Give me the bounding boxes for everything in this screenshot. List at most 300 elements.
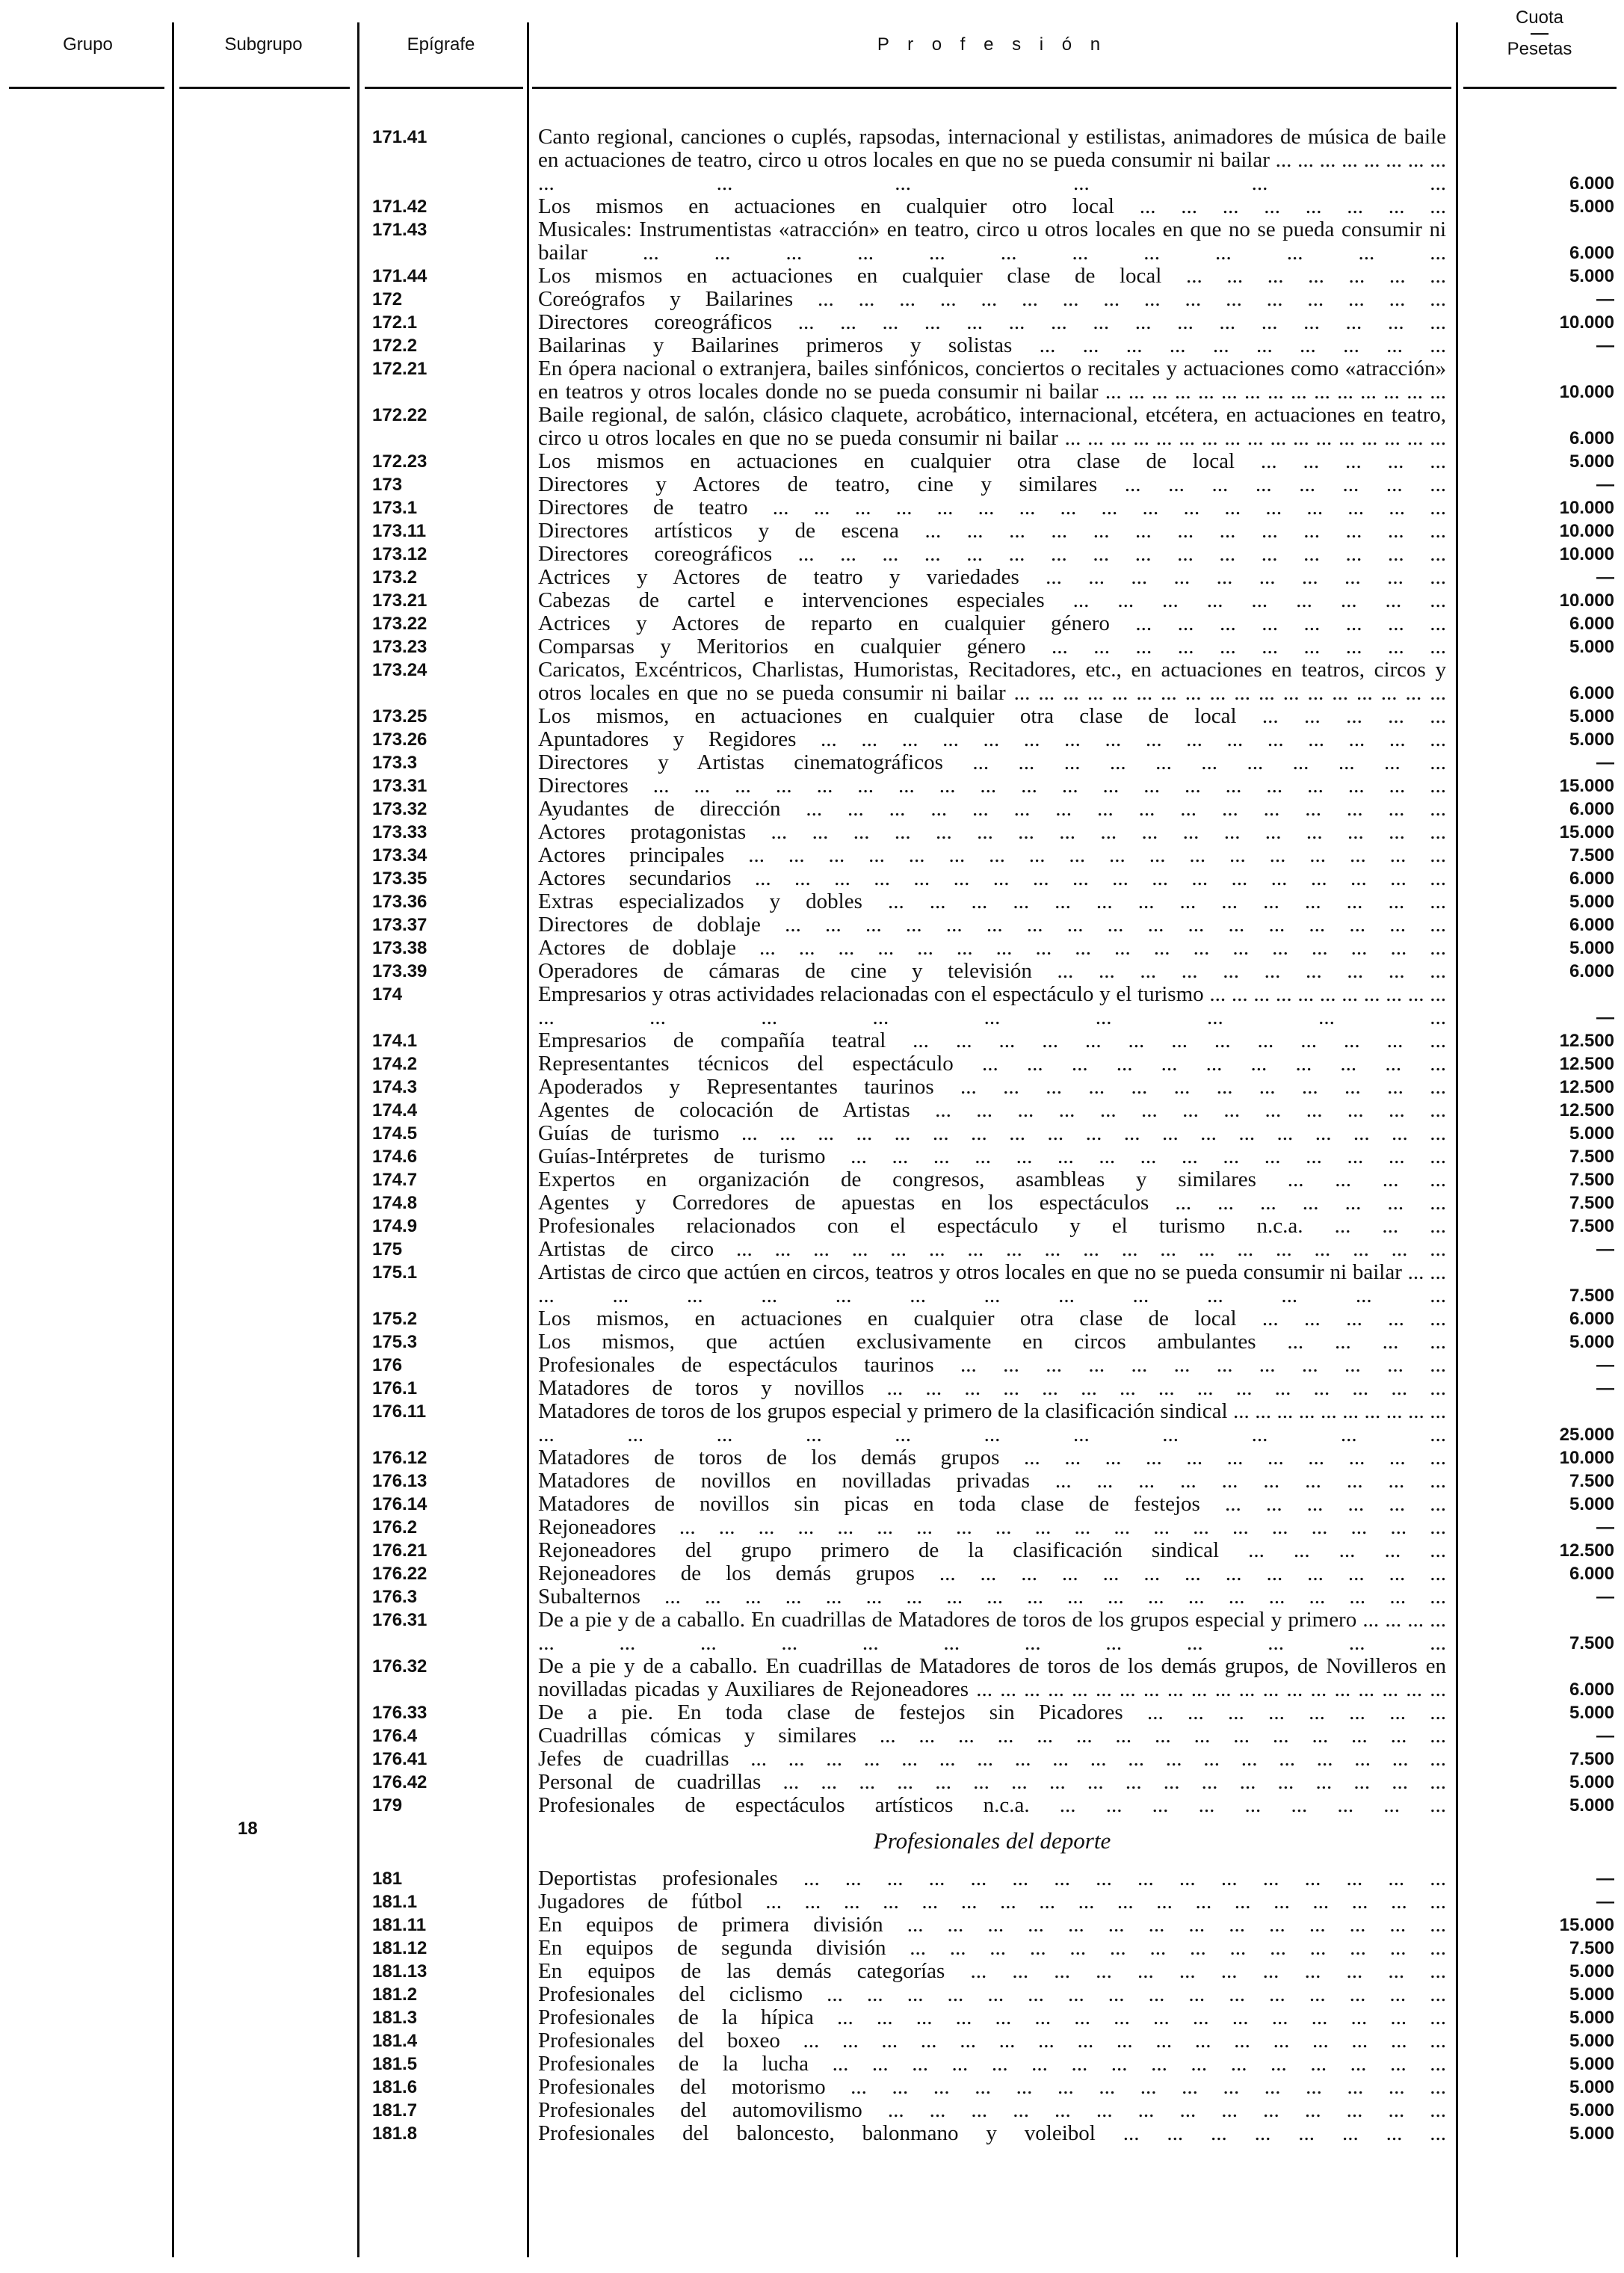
profession-description bbox=[538, 2053, 1446, 2076]
profession-description bbox=[538, 983, 1446, 1029]
profession-text: Jugadores de fútbol ... ... ... ... ... ... ... ... ... ... ... ... ... ... ... ... ... ... bbox=[538, 1890, 1446, 1913]
table-row bbox=[0, 1168, 1624, 1191]
profession-text: Profesionales del baloncesto, balonmano y voleibol ... ... ... ... ... ... ... ... bbox=[538, 2121, 1446, 2145]
profession-text: Cuadrillas cómicas y similares ... ... ... ... ... ... ... ... ... ... ... ... ... ... ... bbox=[538, 1724, 1446, 1748]
profession-text: Directores y Actores de teatro, cine y similares ... ... ... ... ... ... ... ... bbox=[538, 472, 1446, 496]
table-row bbox=[0, 2053, 1624, 2076]
cuota-value: 5.000 bbox=[1569, 197, 1614, 217]
profession-description bbox=[538, 2006, 1446, 2029]
cuota-value: — bbox=[1596, 475, 1614, 495]
profession-text: Profesionales de la hípica ... ... ... ... ... ... ... ... ... ... ... ... ... ... ... ... bbox=[538, 2005, 1446, 2029]
epigrafe-code: 173.23 bbox=[372, 637, 427, 657]
profession-text: Directores coreográficos ... ... ... ... ... ... ... ... ... ... ... ... ... ... ... ... bbox=[538, 310, 1446, 334]
profession-text: Profesionales del boxeo ... ... ... ... ... ... ... ... ... ... ... ... ... ... ... ... ... bbox=[538, 2029, 1446, 2053]
profession-text: Rejoneadores de los demás grupos ... ... ... ... ... ... ... ... ... ... ... ... ... bbox=[538, 1561, 1446, 1585]
table-row bbox=[0, 2122, 1624, 2145]
profession-text: Agentes de colocación de Artistas ... ... ... ... ... ... ... ... ... ... ... ... ... bbox=[538, 1098, 1446, 1122]
profession-text: Artistas de circo ... ... ... ... ... ... ... ... ... ... ... ... ... ... ... ... ... ... ... bbox=[538, 1237, 1446, 1261]
profession-description bbox=[538, 728, 1446, 751]
profession-description bbox=[538, 821, 1446, 844]
cuota-value: 6.000 bbox=[1569, 915, 1614, 935]
epigrafe-code: 181.1 bbox=[372, 1892, 418, 1912]
table-row bbox=[0, 496, 1624, 519]
cuota-value: 5.000 bbox=[1569, 1961, 1614, 1981]
table-row bbox=[0, 2006, 1624, 2029]
table-row bbox=[0, 311, 1624, 334]
epigrafe-code: 174 bbox=[372, 984, 403, 1005]
profession-description bbox=[538, 1238, 1446, 1261]
profession-description bbox=[538, 288, 1446, 311]
cuota-value: — bbox=[1596, 1726, 1614, 1746]
cuota-value: 5.000 bbox=[1569, 1332, 1614, 1352]
profession-text: Coreógrafos y Bailarines ... ... ... ... ... ... ... ... ... ... ... ... ... ... ... ... bbox=[538, 287, 1446, 311]
table-row bbox=[0, 1238, 1624, 1261]
epigrafe-code: 179 bbox=[372, 1795, 403, 1816]
table-row bbox=[0, 589, 1624, 612]
epigrafe-code: 173.24 bbox=[372, 660, 427, 680]
cuota-value: 6.000 bbox=[1569, 869, 1614, 889]
epigrafe-code: 176.12 bbox=[372, 1448, 427, 1468]
profession-text: Representantes técnicos del espectáculo ... ... ... ... ... ... ... ... ... ... ... bbox=[538, 1052, 1446, 1076]
cuota-value: 25.000 bbox=[1559, 1425, 1614, 1445]
profession-text: En equipos de segunda división ... ... ... ... ... ... ... ... ... ... ... ... ... ... bbox=[538, 1936, 1446, 1960]
table-row bbox=[0, 1145, 1624, 1168]
cuota-value: 5.000 bbox=[1569, 2054, 1614, 2074]
epigrafe-code: 173.31 bbox=[372, 776, 427, 796]
table-row bbox=[0, 728, 1624, 751]
epigrafe-code: 181.13 bbox=[372, 1961, 427, 1981]
profession-text: Musicales: Instrumentistas «atracción» en teatro, circo u otros locales en que no se pueda consumir ni bailar ... ... ... ... ... ... ... ... ... ... ... ... bbox=[538, 218, 1446, 265]
cuota-value: — bbox=[1596, 289, 1614, 309]
table-row bbox=[0, 751, 1624, 774]
header-pesetas-label: Pesetas bbox=[1507, 39, 1572, 59]
cuota-value: 12.500 bbox=[1559, 1077, 1614, 1097]
table-row bbox=[0, 1029, 1624, 1052]
cuota-value: 10.000 bbox=[1559, 382, 1614, 402]
cuota-value: 7.500 bbox=[1569, 1749, 1614, 1769]
epigrafe-code: 176.33 bbox=[372, 1703, 427, 1723]
profession-description bbox=[538, 1052, 1446, 1076]
profession-description bbox=[538, 1937, 1446, 1960]
epigrafe-code: 173.35 bbox=[372, 869, 427, 889]
profession-description bbox=[538, 265, 1446, 288]
epigrafe-code: 173.38 bbox=[372, 938, 427, 958]
header-profesion: P r o f e s i ó n bbox=[877, 34, 1108, 55]
profession-description bbox=[538, 1122, 1446, 1145]
profession-description bbox=[538, 1516, 1446, 1539]
profession-description bbox=[538, 635, 1446, 659]
epigrafe-code: 181.7 bbox=[372, 2100, 418, 2121]
table-row bbox=[0, 1937, 1624, 1960]
profession-text: Baile regional, de salón, clásico claquete, acrobático, internacional, etcétera, en actuaciones en teatro, circo u otros locales en que no se pueda consumir ni bailar ... ... ... ... ... ... ... ... ... ... ... ... ... ... ... ... ... bbox=[538, 403, 1446, 450]
section-heading-row bbox=[0, 1817, 1624, 1867]
cuota-value: 6.000 bbox=[1569, 243, 1614, 263]
cuota-value: 5.000 bbox=[1569, 2100, 1614, 2121]
epigrafe-code: 181.2 bbox=[372, 1984, 418, 2005]
profession-text: Directores coreográficos ... ... ... ... ... ... ... ... ... ... ... ... ... ... ... ... bbox=[538, 542, 1446, 566]
table-row bbox=[0, 566, 1624, 589]
profession-description bbox=[538, 496, 1446, 519]
profession-description bbox=[538, 1307, 1446, 1330]
epigrafe-code: 173.2 bbox=[372, 567, 418, 587]
profession-description bbox=[538, 612, 1446, 635]
cuota-value: 5.000 bbox=[1569, 1984, 1614, 2005]
table-row bbox=[0, 1516, 1624, 1539]
table-row bbox=[0, 2076, 1624, 2099]
epigrafe-code: 176.1 bbox=[372, 1378, 418, 1398]
table-row bbox=[0, 2029, 1624, 2053]
profession-description bbox=[538, 751, 1446, 774]
profession-text: Actores protagonistas ... ... ... ... ... ... ... ... ... ... ... ... ... ... ... ... ... bbox=[538, 820, 1446, 844]
cuota-value: 6.000 bbox=[1569, 1680, 1614, 1700]
epigrafe-code: 173.39 bbox=[372, 961, 427, 981]
table-row bbox=[0, 844, 1624, 867]
cuota-value: 12.500 bbox=[1559, 1054, 1614, 1074]
epigrafe-code: 172.23 bbox=[372, 451, 427, 472]
table-row bbox=[0, 1493, 1624, 1516]
profession-text: Agentes y Corredores de apuestas en los espectáculos ... ... ... ... ... ... ... bbox=[538, 1191, 1446, 1215]
profession-text: Matadores de toros de los grupos especial y primero de la clasificación sindical ... ... ... ... ... ... ... ... ... ... ... ... ... ... ... ... ... ... ... ... ... bbox=[538, 1399, 1446, 1446]
table-row bbox=[0, 2099, 1624, 2122]
epigrafe-code: 172 bbox=[372, 289, 403, 309]
cuota-value: 15.000 bbox=[1559, 1915, 1614, 1935]
table-row bbox=[0, 1771, 1624, 1794]
epigrafe-code: 176.2 bbox=[372, 1517, 418, 1538]
epigrafe-code: 173.37 bbox=[372, 915, 427, 935]
cuota-value: 7.500 bbox=[1569, 1193, 1614, 1213]
cuota-value: — bbox=[1596, 753, 1614, 773]
profession-text: De a pie y de a caballo. En cuadrillas de Matadores de toros de los demás grupos, de Novilleros en novilladas picadas y Auxiliares de Rejoneadores ... ... ... ... ... ... ... ... ... ... ... ... ... ... ... ... ... ... ... ... bbox=[538, 1654, 1446, 1701]
profession-text: Directores artísticos y de escena ... ... ... ... ... ... ... ... ... ... ... ... ... bbox=[538, 519, 1446, 543]
epigrafe-code: 173.3 bbox=[372, 753, 418, 773]
cuota-value: 5.000 bbox=[1569, 1795, 1614, 1816]
profession-text: Expertos en organización de congresos, asambleas y similares ... ... ... ... bbox=[538, 1168, 1446, 1191]
header-cuota-dash: — bbox=[1531, 23, 1549, 43]
profession-text: Los mismos en actuaciones en cualquier clase de local ... ... ... ... ... ... ... bbox=[538, 264, 1446, 288]
epigrafe-code: 176.3 bbox=[372, 1587, 418, 1607]
cuota-value: 7.500 bbox=[1569, 1471, 1614, 1491]
profession-text: Los mismos, en actuaciones en cualquier otra clase de local ... ... ... ... ... bbox=[538, 1307, 1446, 1330]
header-rule-profesion bbox=[532, 87, 1451, 89]
cuota-value: 12.500 bbox=[1559, 1540, 1614, 1561]
table-row bbox=[0, 821, 1624, 844]
epigrafe-code: 181.12 bbox=[372, 1938, 427, 1958]
cuota-value: 5.000 bbox=[1569, 938, 1614, 958]
profession-description bbox=[538, 311, 1446, 334]
cuota-value: — bbox=[1596, 1355, 1614, 1375]
cuota-value: 7.500 bbox=[1569, 1633, 1614, 1653]
cuota-value: 5.000 bbox=[1569, 266, 1614, 286]
table-row bbox=[0, 1539, 1624, 1562]
profession-text: Actores principales ... ... ... ... ... ... ... ... ... ... ... ... ... ... ... ... ... ... bbox=[538, 843, 1446, 867]
epigrafe-code: 173.25 bbox=[372, 706, 427, 727]
profession-text: Matadores de toros y novillos ... ... ... ... ... ... ... ... ... ... ... ... ... ... ... bbox=[538, 1376, 1446, 1400]
profession-description bbox=[538, 1771, 1446, 1794]
table-row bbox=[0, 126, 1624, 195]
profession-description bbox=[538, 1585, 1446, 1609]
profession-description bbox=[538, 1261, 1446, 1307]
profession-description bbox=[538, 195, 1446, 218]
epigrafe-code: 174.4 bbox=[372, 1100, 418, 1120]
profession-text: Deportistas profesionales ... ... ... ... ... ... ... ... ... ... ... ... ... ... ... ... bbox=[538, 1866, 1446, 1890]
table-row bbox=[0, 1867, 1624, 1890]
epigrafe-code: 174.9 bbox=[372, 1216, 418, 1236]
profession-description bbox=[538, 1377, 1446, 1400]
epigrafe-code: 173.26 bbox=[372, 730, 427, 750]
epigrafe-code: 173.36 bbox=[372, 892, 427, 912]
epigrafe-code: 176.22 bbox=[372, 1564, 427, 1584]
table-row bbox=[0, 867, 1624, 890]
table-row bbox=[0, 635, 1624, 659]
profession-text: Canto regional, canciones o cuplés, rapsodas, internacional y estilistas, animadores de música de baile en actuaciones de teatro, circo u otros locales en que no se pueda consumir ni bailar ... ... ... ... ... ... ... ... ... ... ... ... ... ... bbox=[538, 125, 1446, 195]
table-row bbox=[0, 1960, 1624, 1983]
profession-description bbox=[538, 1701, 1446, 1724]
section-title: Profesionales del deporte bbox=[873, 1828, 1111, 1854]
cuota-value: 6.000 bbox=[1569, 428, 1614, 448]
profession-description bbox=[538, 218, 1446, 265]
profession-text: Bailarinas y Bailarines primeros y solistas ... ... ... ... ... ... ... ... ... ... bbox=[538, 333, 1446, 357]
profession-text: Personal de cuadrillas ... ... ... ... ... ... ... ... ... ... ... ... ... ... ... ... ... ... bbox=[538, 1770, 1446, 1794]
epigrafe-code: 173.11 bbox=[372, 521, 427, 541]
cuota-value: 6.000 bbox=[1569, 1564, 1614, 1584]
profession-description bbox=[538, 1469, 1446, 1493]
epigrafe-code: 174.7 bbox=[372, 1170, 418, 1190]
profession-description bbox=[538, 1354, 1446, 1377]
table-row bbox=[0, 1724, 1624, 1748]
profession-text: Los mismos en actuaciones en cualquier otra clase de local ... ... ... ... ... bbox=[538, 449, 1446, 473]
profession-description bbox=[538, 890, 1446, 913]
table-row bbox=[0, 1748, 1624, 1771]
profession-text: Profesionales del automovilismo ... ... ... ... ... ... ... ... ... ... ... ... ... ... bbox=[538, 2098, 1446, 2122]
header-rule-cuota bbox=[1463, 87, 1617, 89]
profession-description bbox=[538, 334, 1446, 357]
profession-text: Empresarios de compañía teatral ... ... ... ... ... ... ... ... ... ... ... ... ... bbox=[538, 1028, 1446, 1052]
profession-text: Actores de doblaje ... ... ... ... ... ... ... ... ... ... ... ... ... ... ... ... ... ... bbox=[538, 936, 1446, 960]
table-row bbox=[0, 659, 1624, 705]
table-row bbox=[0, 960, 1624, 983]
table-row bbox=[0, 1099, 1624, 1122]
epigrafe-code: 173.12 bbox=[372, 544, 427, 564]
epigrafe-code: 176.21 bbox=[372, 1540, 427, 1561]
profession-description bbox=[538, 126, 1446, 195]
profession-description bbox=[538, 1562, 1446, 1585]
profession-description bbox=[538, 2076, 1446, 2099]
cuota-value: 5.000 bbox=[1569, 451, 1614, 472]
epigrafe-code: 176.14 bbox=[372, 1494, 427, 1514]
profession-text: Artistas de circo que actúen en circos, teatros y otros locales en que no se pueda consumir ni bailar ... ... ... ... ... ... ... ... ... ... ... ... ... ... ... bbox=[538, 1260, 1446, 1307]
epigrafe-code: 181.8 bbox=[372, 2124, 418, 2144]
cuota-value: 5.000 bbox=[1569, 1494, 1614, 1514]
profession-description bbox=[538, 1446, 1446, 1469]
profession-text: Jefes de cuadrillas ... ... ... ... ... ... ... ... ... ... ... ... ... ... ... ... ... ... ... bbox=[538, 1747, 1446, 1771]
profession-text: Profesionales del ciclismo ... ... ... ... ... ... ... ... ... ... ... ... ... ... ... ... bbox=[538, 1982, 1446, 2006]
cuota-value: — bbox=[1596, 1239, 1614, 1259]
epigrafe-code: 171.43 bbox=[372, 220, 427, 240]
profession-description bbox=[538, 2029, 1446, 2053]
cuota-value: 5.000 bbox=[1569, 1123, 1614, 1144]
profession-description bbox=[538, 1983, 1446, 2006]
table-row bbox=[0, 288, 1624, 311]
epigrafe-code: 176.42 bbox=[372, 1772, 427, 1792]
profession-description bbox=[538, 1913, 1446, 1937]
profession-description bbox=[538, 1330, 1446, 1354]
epigrafe-code: 175.3 bbox=[372, 1332, 418, 1352]
profession-description bbox=[538, 913, 1446, 937]
profession-description bbox=[538, 1609, 1446, 1655]
epigrafe-code: 181.3 bbox=[372, 2008, 418, 2028]
profession-description bbox=[538, 1099, 1446, 1122]
epigrafe-code: 171.41 bbox=[372, 127, 427, 147]
table-row bbox=[0, 1983, 1624, 2006]
table-row bbox=[0, 1307, 1624, 1330]
table-row bbox=[0, 1377, 1624, 1400]
epigrafe-code: 175.1 bbox=[372, 1262, 418, 1283]
profession-table-body bbox=[0, 126, 1624, 2145]
epigrafe-code: 173.1 bbox=[372, 498, 418, 518]
profession-description bbox=[538, 1794, 1446, 1817]
cuota-value: — bbox=[1596, 1869, 1614, 1889]
epigrafe-code: 171.42 bbox=[372, 197, 427, 217]
epigrafe-code: 176.41 bbox=[372, 1749, 427, 1769]
table-row bbox=[0, 265, 1624, 288]
cuota-value: 10.000 bbox=[1559, 590, 1614, 611]
cuota-value: 5.000 bbox=[1569, 892, 1614, 912]
table-row bbox=[0, 612, 1624, 635]
header-grupo: Grupo bbox=[63, 34, 113, 55]
cuota-value: 5.000 bbox=[1569, 2077, 1614, 2097]
epigrafe-code: 176.13 bbox=[372, 1471, 427, 1491]
table-row bbox=[0, 195, 1624, 218]
cuota-value: 5.000 bbox=[1569, 637, 1614, 657]
table-row bbox=[0, 798, 1624, 821]
profession-text: Empresarios y otras actividades relacionadas con el espectáculo y el turismo ... ... ... ... ... ... ... ... ... ... ... ... ... ... ... ... ... ... ... ... bbox=[538, 982, 1446, 1029]
profession-description bbox=[538, 844, 1446, 867]
profession-text: Matadores de novillos sin picas en toda clase de festejos ... ... ... ... ... ... bbox=[538, 1492, 1446, 1516]
profession-text: De a pie. En toda clase de festejos sin Picadores ... ... ... ... ... ... ... ... bbox=[538, 1700, 1446, 1724]
profession-description bbox=[538, 1168, 1446, 1191]
profession-text: De a pie y de a caballo. En cuadrillas de Matadores de toros de los grupos especial y primero ... ... ... ... ... ... ... ... ... ... ... ... ... ... ... ... bbox=[538, 1608, 1446, 1655]
header-subgrupo: Subgrupo bbox=[224, 34, 303, 55]
table-row bbox=[0, 334, 1624, 357]
profession-text: En equipos de las demás categorías ... ... ... ... ... ... ... ... ... ... ... ... bbox=[538, 1959, 1446, 1983]
header-rule-subgrupo bbox=[179, 87, 350, 89]
table-row bbox=[0, 983, 1624, 1029]
table-row bbox=[0, 473, 1624, 496]
profession-description bbox=[538, 960, 1446, 983]
epigrafe-code: 174.2 bbox=[372, 1054, 418, 1074]
cuota-value: 7.500 bbox=[1569, 1286, 1614, 1306]
header-cuota bbox=[1465, 7, 1614, 60]
profession-text: Matadores de novillos en novilladas privadas ... ... ... ... ... ... ... ... ... ... bbox=[538, 1469, 1446, 1493]
profession-description bbox=[538, 1539, 1446, 1562]
table-row bbox=[0, 774, 1624, 798]
profession-text: Profesionales de espectáculos artísticos n.c.a. ... ... ... ... ... ... ... ... ... bbox=[538, 1793, 1446, 1817]
cuota-value: 5.000 bbox=[1569, 2008, 1614, 2028]
profession-description bbox=[538, 798, 1446, 821]
profession-description bbox=[538, 1400, 1446, 1446]
table-row bbox=[0, 404, 1624, 450]
profession-text: Profesionales del motorismo ... ... ... ... ... ... ... ... ... ... ... ... ... ... ... bbox=[538, 2075, 1446, 2099]
table-row bbox=[0, 450, 1624, 473]
epigrafe-code: 174.6 bbox=[372, 1147, 418, 1167]
cuota-value: 6.000 bbox=[1569, 1309, 1614, 1329]
cuota-value: 6.000 bbox=[1569, 961, 1614, 981]
cuota-value: 7.500 bbox=[1569, 1216, 1614, 1236]
profession-description bbox=[538, 1145, 1446, 1168]
table-row bbox=[0, 1261, 1624, 1307]
profession-text: Extras especializados y dobles ... ... ... ... ... ... ... ... ... ... ... ... ... ... bbox=[538, 889, 1446, 913]
table-row bbox=[0, 705, 1624, 728]
profession-description bbox=[538, 1029, 1446, 1052]
cuota-value: 7.500 bbox=[1569, 845, 1614, 866]
profession-description bbox=[538, 1724, 1446, 1748]
table-row bbox=[0, 1215, 1624, 1238]
cuota-value: 10.000 bbox=[1559, 1448, 1614, 1468]
profession-text: Actrices y Actores de teatro y variedades ... ... ... ... ... ... ... ... ... ... bbox=[538, 565, 1446, 589]
profession-description bbox=[538, 1748, 1446, 1771]
cuota-value: 5.000 bbox=[1569, 1703, 1614, 1723]
profession-description bbox=[538, 705, 1446, 728]
epigrafe-code: 181.11 bbox=[372, 1915, 427, 1935]
epigrafe-code: 172.1 bbox=[372, 312, 418, 333]
table-row bbox=[0, 1354, 1624, 1377]
profession-text: Actrices y Actores de reparto en cualquier género ... ... ... ... ... ... ... ... bbox=[538, 611, 1446, 635]
profession-description bbox=[538, 774, 1446, 798]
profession-text: Los mismos, en actuaciones en cualquier otra clase de local ... ... ... ... ... bbox=[538, 704, 1446, 728]
epigrafe-code: 175.2 bbox=[372, 1309, 418, 1329]
profession-text: Apuntadores y Regidores ... ... ... ... ... ... ... ... ... ... ... ... ... ... ... ... bbox=[538, 727, 1446, 751]
profession-text: Cabezas de cartel e intervenciones especiales ... ... ... ... ... ... ... ... ... bbox=[538, 588, 1446, 612]
cuota-value: 5.000 bbox=[1569, 2124, 1614, 2144]
epigrafe-code: 176 bbox=[372, 1355, 403, 1375]
table-row bbox=[0, 1076, 1624, 1099]
epigrafe-code: 181.6 bbox=[372, 2077, 418, 2097]
epigrafe-code: 172.21 bbox=[372, 359, 427, 379]
table-row bbox=[0, 937, 1624, 960]
profession-text: Apoderados y Representantes taurinos ... ... ... ... ... ... ... ... ... ... ... ... bbox=[538, 1075, 1446, 1099]
profession-text: Profesionales relacionados con el espectáculo y el turismo n.c.a. ... ... ... bbox=[538, 1214, 1446, 1238]
epigrafe-code: 176.11 bbox=[372, 1401, 427, 1422]
epigrafe-code: 174.3 bbox=[372, 1077, 418, 1097]
cuota-value: — bbox=[1596, 336, 1614, 356]
profession-text: Comparsas y Meritorios en cualquier género ... ... ... ... ... ... ... ... ... ... bbox=[538, 635, 1446, 659]
header-rule-epigrafe bbox=[365, 87, 523, 89]
profession-description bbox=[538, 1191, 1446, 1215]
epigrafe-code: 176.32 bbox=[372, 1656, 427, 1677]
cuota-value: 10.000 bbox=[1559, 521, 1614, 541]
cuota-value: 6.000 bbox=[1569, 799, 1614, 819]
table-row bbox=[0, 1191, 1624, 1215]
profession-text: Los mismos, que actúen exclusivamente en circos ambulantes ... ... ... ... bbox=[538, 1330, 1446, 1354]
profession-description bbox=[538, 2122, 1446, 2145]
cuota-value: 5.000 bbox=[1569, 2031, 1614, 2051]
table-row bbox=[0, 1609, 1624, 1655]
profession-text: Los mismos en actuaciones en cualquier otro local ... ... ... ... ... ... ... ... bbox=[538, 194, 1446, 218]
cuota-value: — bbox=[1596, 1587, 1614, 1607]
profession-text: Guías de turismo ... ... ... ... ... ... ... ... ... ... ... ... ... ... ... ... ... ... ... bbox=[538, 1121, 1446, 1145]
epigrafe-code: 174.8 bbox=[372, 1193, 418, 1213]
profession-text: Directores de teatro ... ... ... ... ... ... ... ... ... ... ... ... ... ... ... ... ... bbox=[538, 496, 1446, 519]
profession-text: Actores secundarios ... ... ... ... ... ... ... ... ... ... ... ... ... ... ... ... ... ... bbox=[538, 866, 1446, 890]
cuota-value: 10.000 bbox=[1559, 312, 1614, 333]
profession-text: Ayudantes de dirección ... ... ... ... ... ... ... ... ... ... ... ... ... ... ... ... bbox=[538, 797, 1446, 821]
profession-text: Rejoneadores del grupo primero de la clasificación sindical ... ... ... ... ... bbox=[538, 1538, 1446, 1562]
epigrafe-code: 181.4 bbox=[372, 2031, 418, 2051]
profession-text: Operadores de cámaras de cine y televisión ... ... ... ... ... ... ... ... ... ... bbox=[538, 959, 1446, 983]
table-row bbox=[0, 1655, 1624, 1701]
cuota-value: 5.000 bbox=[1569, 730, 1614, 750]
profession-description bbox=[538, 1215, 1446, 1238]
